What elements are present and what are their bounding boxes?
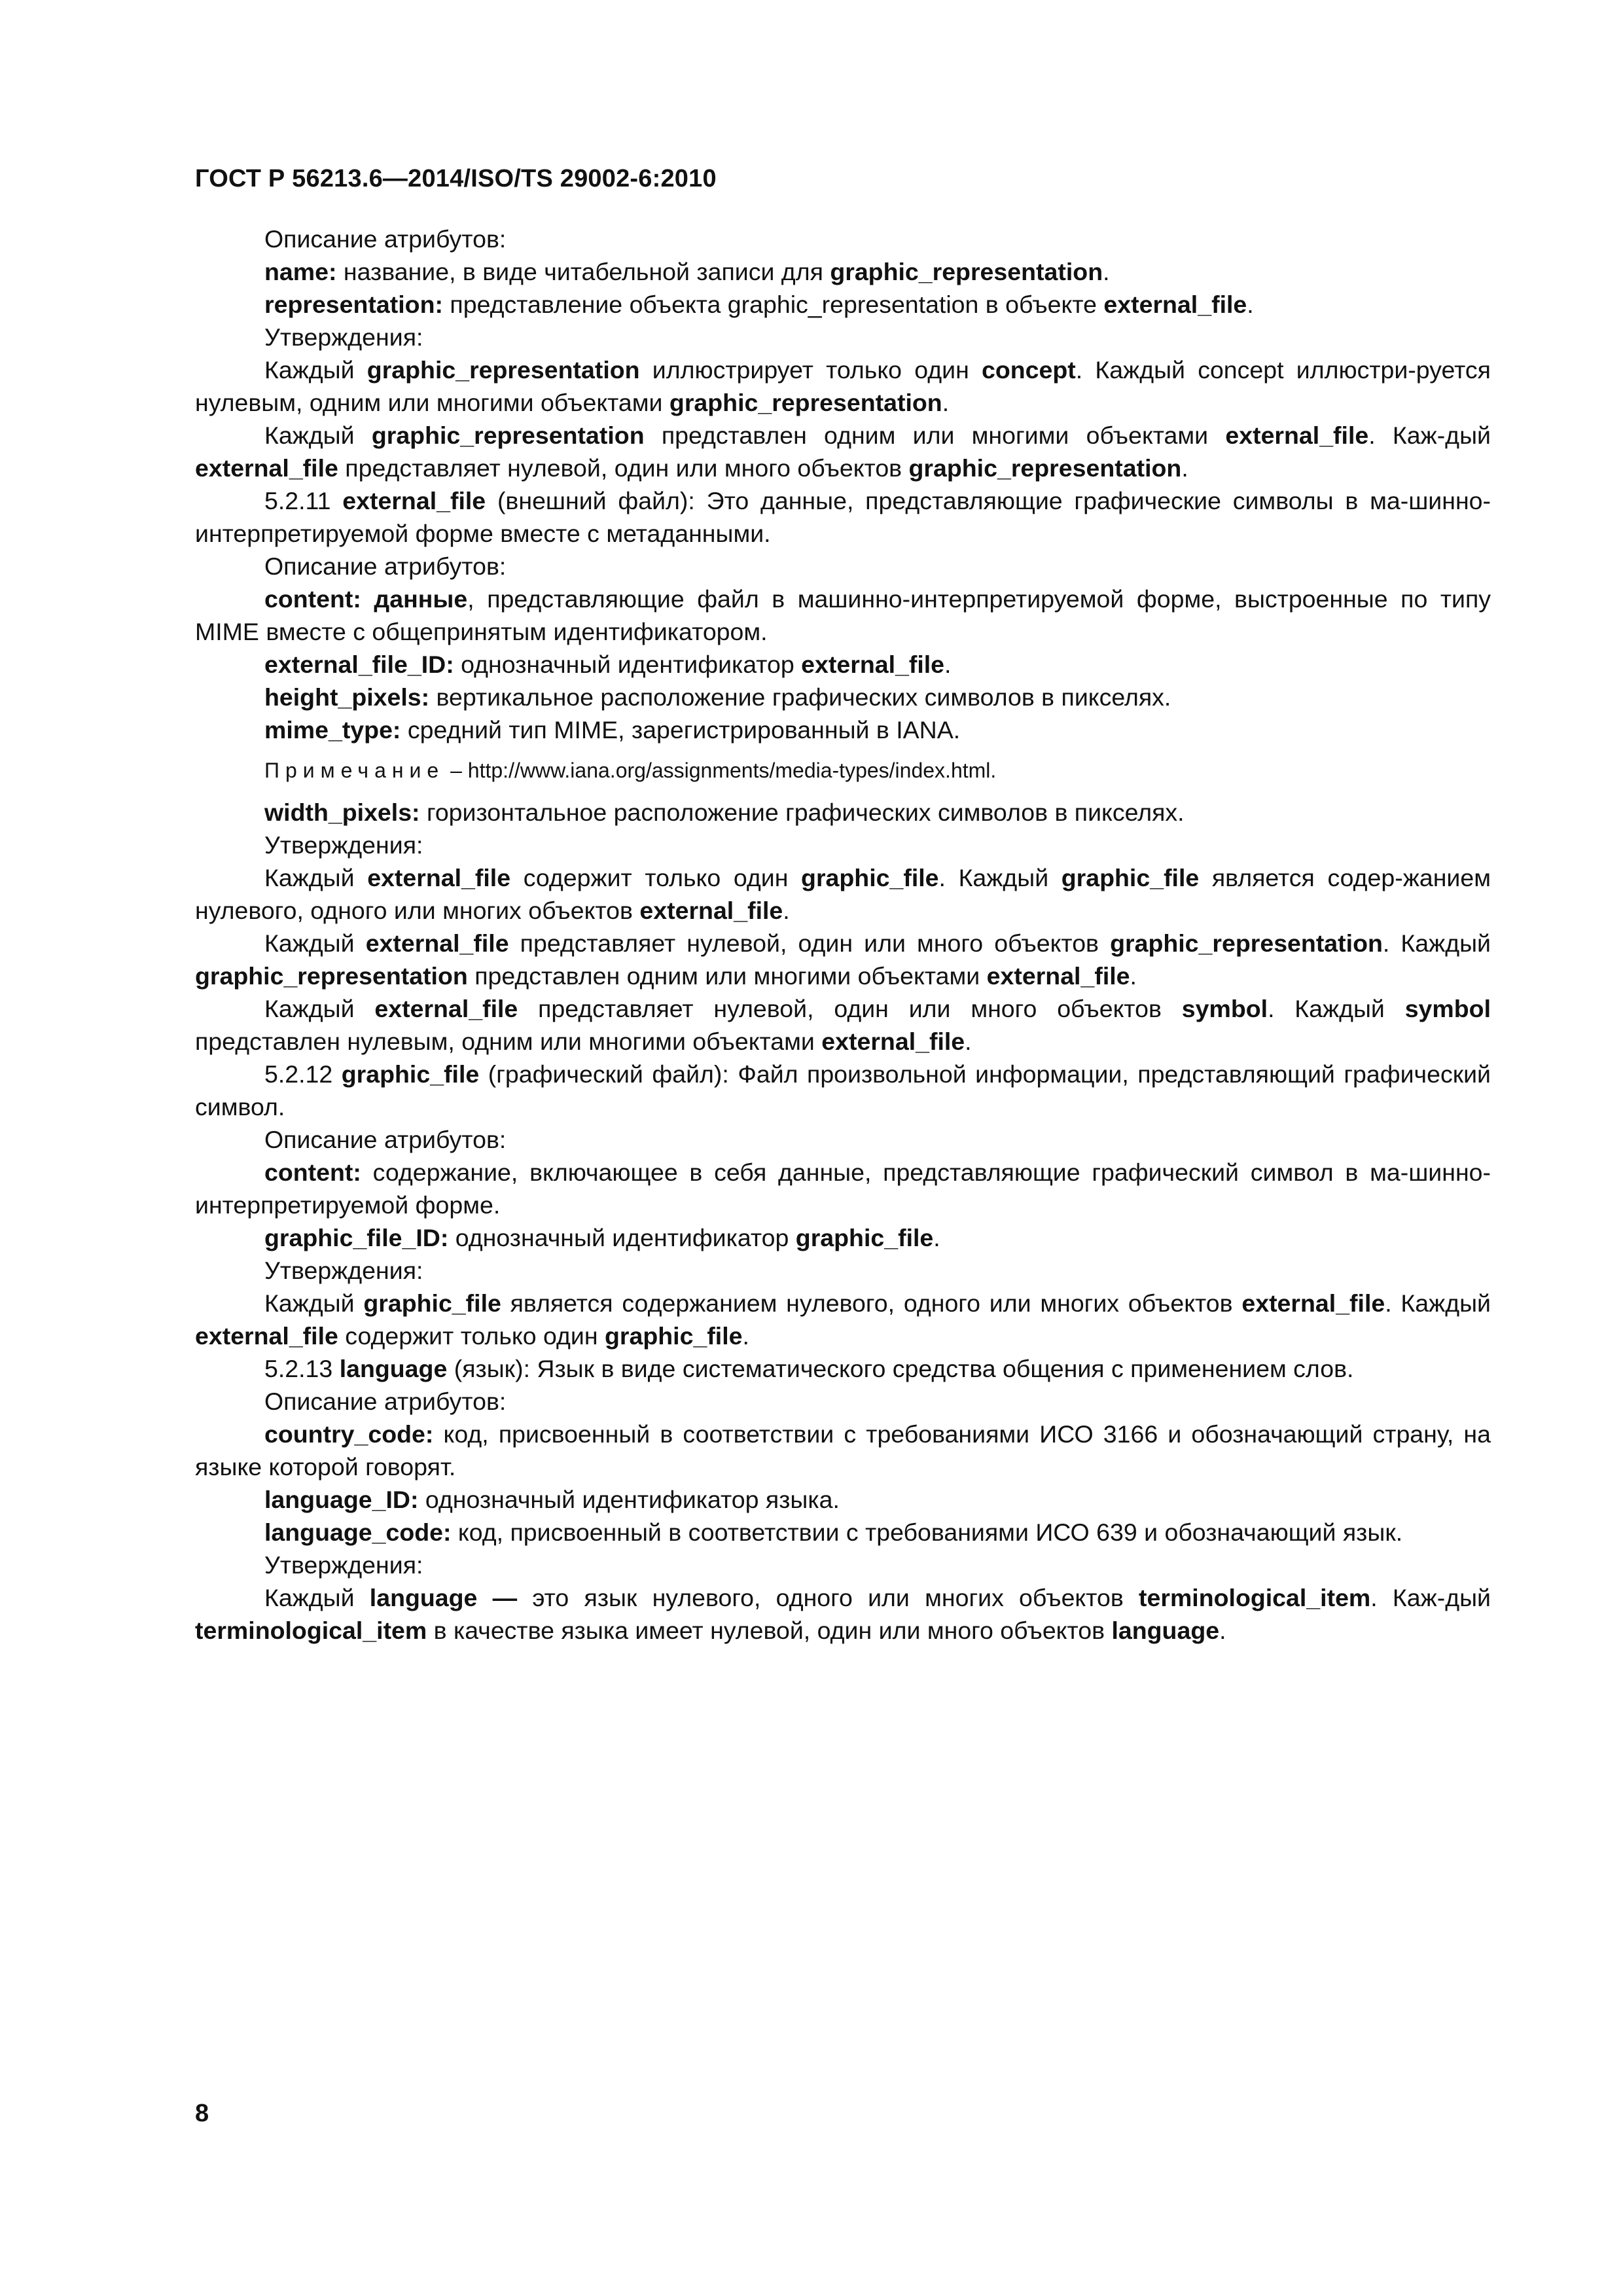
text-run: . bbox=[1247, 291, 1254, 318]
term: terminological_item bbox=[195, 1617, 427, 1644]
term: language — bbox=[369, 1584, 518, 1611]
term: language_code: bbox=[264, 1518, 452, 1546]
paragraph bbox=[195, 1516, 1491, 1549]
text-run: Каждый bbox=[264, 356, 367, 384]
term: external_file bbox=[367, 864, 511, 891]
term: language bbox=[339, 1355, 448, 1382]
term: country_code: bbox=[264, 1420, 434, 1448]
text-run: . bbox=[965, 1028, 972, 1055]
paragraph bbox=[195, 288, 1491, 321]
paragraph bbox=[195, 353, 1491, 419]
text-run: Каждый bbox=[264, 1584, 370, 1611]
text-run: представляет нулевой, один или много объектов bbox=[508, 929, 1111, 957]
text-run: представлен одним или многими объектами bbox=[467, 962, 987, 990]
paragraph bbox=[195, 484, 1491, 550]
term: graphic_representation bbox=[669, 389, 942, 416]
text-run: . Каждый bbox=[938, 864, 1061, 891]
paragraph bbox=[195, 648, 1491, 681]
paragraph bbox=[195, 1221, 1491, 1254]
note-link: – http://www.iana.org/assignments/media-types/index.html. bbox=[444, 759, 997, 782]
text-run: является содер-жанием нулевого, одного или многих объектов bbox=[195, 864, 1491, 924]
text-run: представлен нулевым, одним или многими объектами bbox=[195, 1028, 822, 1055]
text-run: представление объекта graphic_representation в объекте bbox=[442, 291, 1104, 318]
page-number: 8 bbox=[195, 2100, 209, 2127]
paragraph: Утверждения: bbox=[264, 1257, 423, 1284]
text-run: код, присвоенный в соответствии с требованиями ИСО 3166 и обозначающий страну, на языке которой говорят. bbox=[195, 1420, 1491, 1480]
term: external_file bbox=[195, 454, 338, 482]
paragraph: Описание атрибутов: bbox=[264, 1388, 507, 1415]
text-run: это язык нулевого, одного или многих объектов bbox=[517, 1584, 1139, 1611]
term: external_file bbox=[374, 995, 518, 1022]
term: graphic_file bbox=[1061, 864, 1200, 891]
text-run: в качестве языка имеет нулевой, один или много объектов bbox=[427, 1617, 1112, 1644]
term: external_file_ID: bbox=[264, 651, 454, 678]
paragraph bbox=[195, 681, 1491, 713]
paragraph: Описание атрибутов: bbox=[264, 225, 507, 253]
text-run: . Каждый concept иллюстри-руется нулевым, одним или многими объектами bbox=[195, 356, 1491, 416]
text-run: . Каждый bbox=[1385, 1289, 1491, 1317]
term: external_file bbox=[195, 1322, 338, 1350]
term: graphic_file bbox=[605, 1322, 743, 1350]
paragraph bbox=[195, 1483, 1491, 1516]
text-run: Каждый bbox=[264, 929, 366, 957]
text-run: однозначный идентификатор bbox=[448, 1224, 796, 1251]
paragraph bbox=[195, 927, 1491, 992]
term: external_file bbox=[801, 651, 945, 678]
text-run: является содержанием нулевого, одного или многих объектов bbox=[501, 1289, 1242, 1317]
paragraph bbox=[195, 796, 1491, 829]
text-run: (графический файл): Файл произвольной информации, представляющий графический символ. bbox=[195, 1060, 1491, 1121]
text-run: содержит только один bbox=[338, 1322, 605, 1350]
note bbox=[195, 754, 1491, 787]
paragraph: Описание атрибутов: bbox=[264, 552, 507, 580]
term: graphic_file bbox=[363, 1289, 501, 1317]
text-run: однозначный идентификатор языка. bbox=[418, 1486, 840, 1513]
text-run: . Каждый bbox=[1268, 995, 1405, 1022]
paragraph bbox=[195, 583, 1491, 648]
term: terminological_item bbox=[1139, 1584, 1371, 1611]
term: language_ID: bbox=[264, 1486, 419, 1513]
term: external_file bbox=[986, 962, 1130, 990]
paragraph bbox=[195, 1581, 1491, 1647]
term: name: bbox=[264, 258, 337, 285]
text-run: содержит только один bbox=[510, 864, 802, 891]
text-run: . bbox=[1219, 1617, 1226, 1644]
text-run: Каждый bbox=[264, 864, 368, 891]
term: graphic_file bbox=[801, 864, 939, 891]
term: external_file bbox=[639, 897, 783, 924]
text-run: . bbox=[783, 897, 790, 924]
text-run: . bbox=[944, 651, 952, 678]
term: height_pixels: bbox=[264, 683, 430, 711]
paragraph: Утверждения: bbox=[264, 831, 423, 859]
term: width_pixels: bbox=[264, 798, 420, 826]
text-run: . bbox=[1103, 258, 1110, 285]
term: language bbox=[1111, 1617, 1220, 1644]
paragraph bbox=[195, 1156, 1491, 1221]
text-run: (язык): Язык в виде систематического средства общения с применением слов. bbox=[447, 1355, 1354, 1382]
text-run: , представляющие файл в машинно-интерпретируемой форме, выстроенные по типу MIME вместе с общепринятым идентификатором. bbox=[195, 585, 1491, 645]
text-run: представляет нулевой, один или много объектов bbox=[518, 995, 1182, 1022]
term: symbol bbox=[1181, 995, 1268, 1022]
term: content: данные bbox=[264, 585, 468, 613]
text-run: . Каждый bbox=[1382, 929, 1491, 957]
paragraph bbox=[195, 1058, 1491, 1123]
term: concept bbox=[982, 356, 1076, 384]
text-run: представляет нулевой, один или много объектов bbox=[338, 454, 909, 482]
paragraph bbox=[195, 1352, 1491, 1385]
term: graphic_representation bbox=[1110, 929, 1383, 957]
text-run: содержание, включающее в себя данные, представляющие графический символ в ма-шинно-интерпретируемой форме. bbox=[195, 1158, 1491, 1219]
term: graphic_representation bbox=[371, 422, 645, 449]
term: graphic_file_ID: bbox=[264, 1224, 449, 1251]
text-run: . bbox=[942, 389, 950, 416]
term: graphic_representation bbox=[366, 356, 640, 384]
text-run: средний тип MIME, зарегистрированный в IANA. bbox=[401, 716, 961, 744]
text-run: (внешний файл): Это данные, представляющие графические символы в ма-шинно-интерпретируемой форме вместе с метаданными. bbox=[195, 487, 1491, 547]
term: external_file bbox=[1225, 422, 1369, 449]
term: graphic_representation bbox=[195, 962, 468, 990]
term: external_file bbox=[1103, 291, 1247, 318]
term: graphic_file bbox=[795, 1224, 934, 1251]
section-number: 5.2.13 bbox=[264, 1355, 340, 1382]
text-run: название, в виде читабельной записи для bbox=[336, 258, 830, 285]
term: external_file bbox=[365, 929, 509, 957]
term: external_file bbox=[821, 1028, 965, 1055]
text-run: Каждый bbox=[264, 422, 372, 449]
text-run: Каждый bbox=[264, 995, 375, 1022]
note-label: Примечание bbox=[264, 759, 445, 782]
text-run: . bbox=[933, 1224, 940, 1251]
text-run: код, присвоенный в соответствии с требованиями ИСО 639 и обозначающий язык. bbox=[451, 1518, 1403, 1546]
paragraph: Утверждения: bbox=[264, 323, 423, 351]
paragraph bbox=[195, 419, 1491, 484]
paragraph: Утверждения: bbox=[264, 1551, 423, 1579]
term: external_file bbox=[342, 487, 486, 514]
paragraph: Описание атрибутов: bbox=[264, 1126, 507, 1153]
text-run: иллюстрирует только один bbox=[639, 356, 982, 384]
paragraph bbox=[195, 1287, 1491, 1352]
document-header: ГОСТ Р 56213.6—2014/ISO/TS 29002-6:2010 bbox=[195, 165, 717, 192]
term: representation: bbox=[264, 291, 443, 318]
text-run: представлен одним или многими объектами bbox=[644, 422, 1226, 449]
text-run: горизонтальное расположение графических символов в пикселях. bbox=[419, 798, 1185, 826]
paragraph bbox=[195, 1418, 1491, 1483]
paragraph bbox=[195, 713, 1491, 746]
term: graphic_representation bbox=[830, 258, 1103, 285]
text-run: вертикальное расположение графических символов в пикселях. bbox=[429, 683, 1171, 711]
term: mime_type: bbox=[264, 716, 401, 744]
term: graphic_representation bbox=[908, 454, 1182, 482]
text-run: . bbox=[742, 1322, 749, 1350]
text-run: однозначный идентификатор bbox=[454, 651, 802, 678]
section-number: 5.2.11 bbox=[264, 487, 343, 514]
paragraph bbox=[195, 861, 1491, 927]
term: graphic_file bbox=[341, 1060, 480, 1088]
section-number: 5.2.12 bbox=[264, 1060, 342, 1088]
text-run: . Каж-дый bbox=[1370, 1584, 1491, 1611]
text-run: . bbox=[1181, 454, 1188, 482]
term: content: bbox=[264, 1158, 361, 1186]
paragraph bbox=[195, 255, 1491, 288]
text-run: . bbox=[1130, 962, 1137, 990]
document-body bbox=[195, 223, 1491, 1647]
term: symbol bbox=[1404, 995, 1491, 1022]
text-run: . Каж-дый bbox=[1368, 422, 1491, 449]
paragraph bbox=[195, 992, 1491, 1058]
term: external_file bbox=[1241, 1289, 1385, 1317]
text-run: Каждый bbox=[264, 1289, 364, 1317]
